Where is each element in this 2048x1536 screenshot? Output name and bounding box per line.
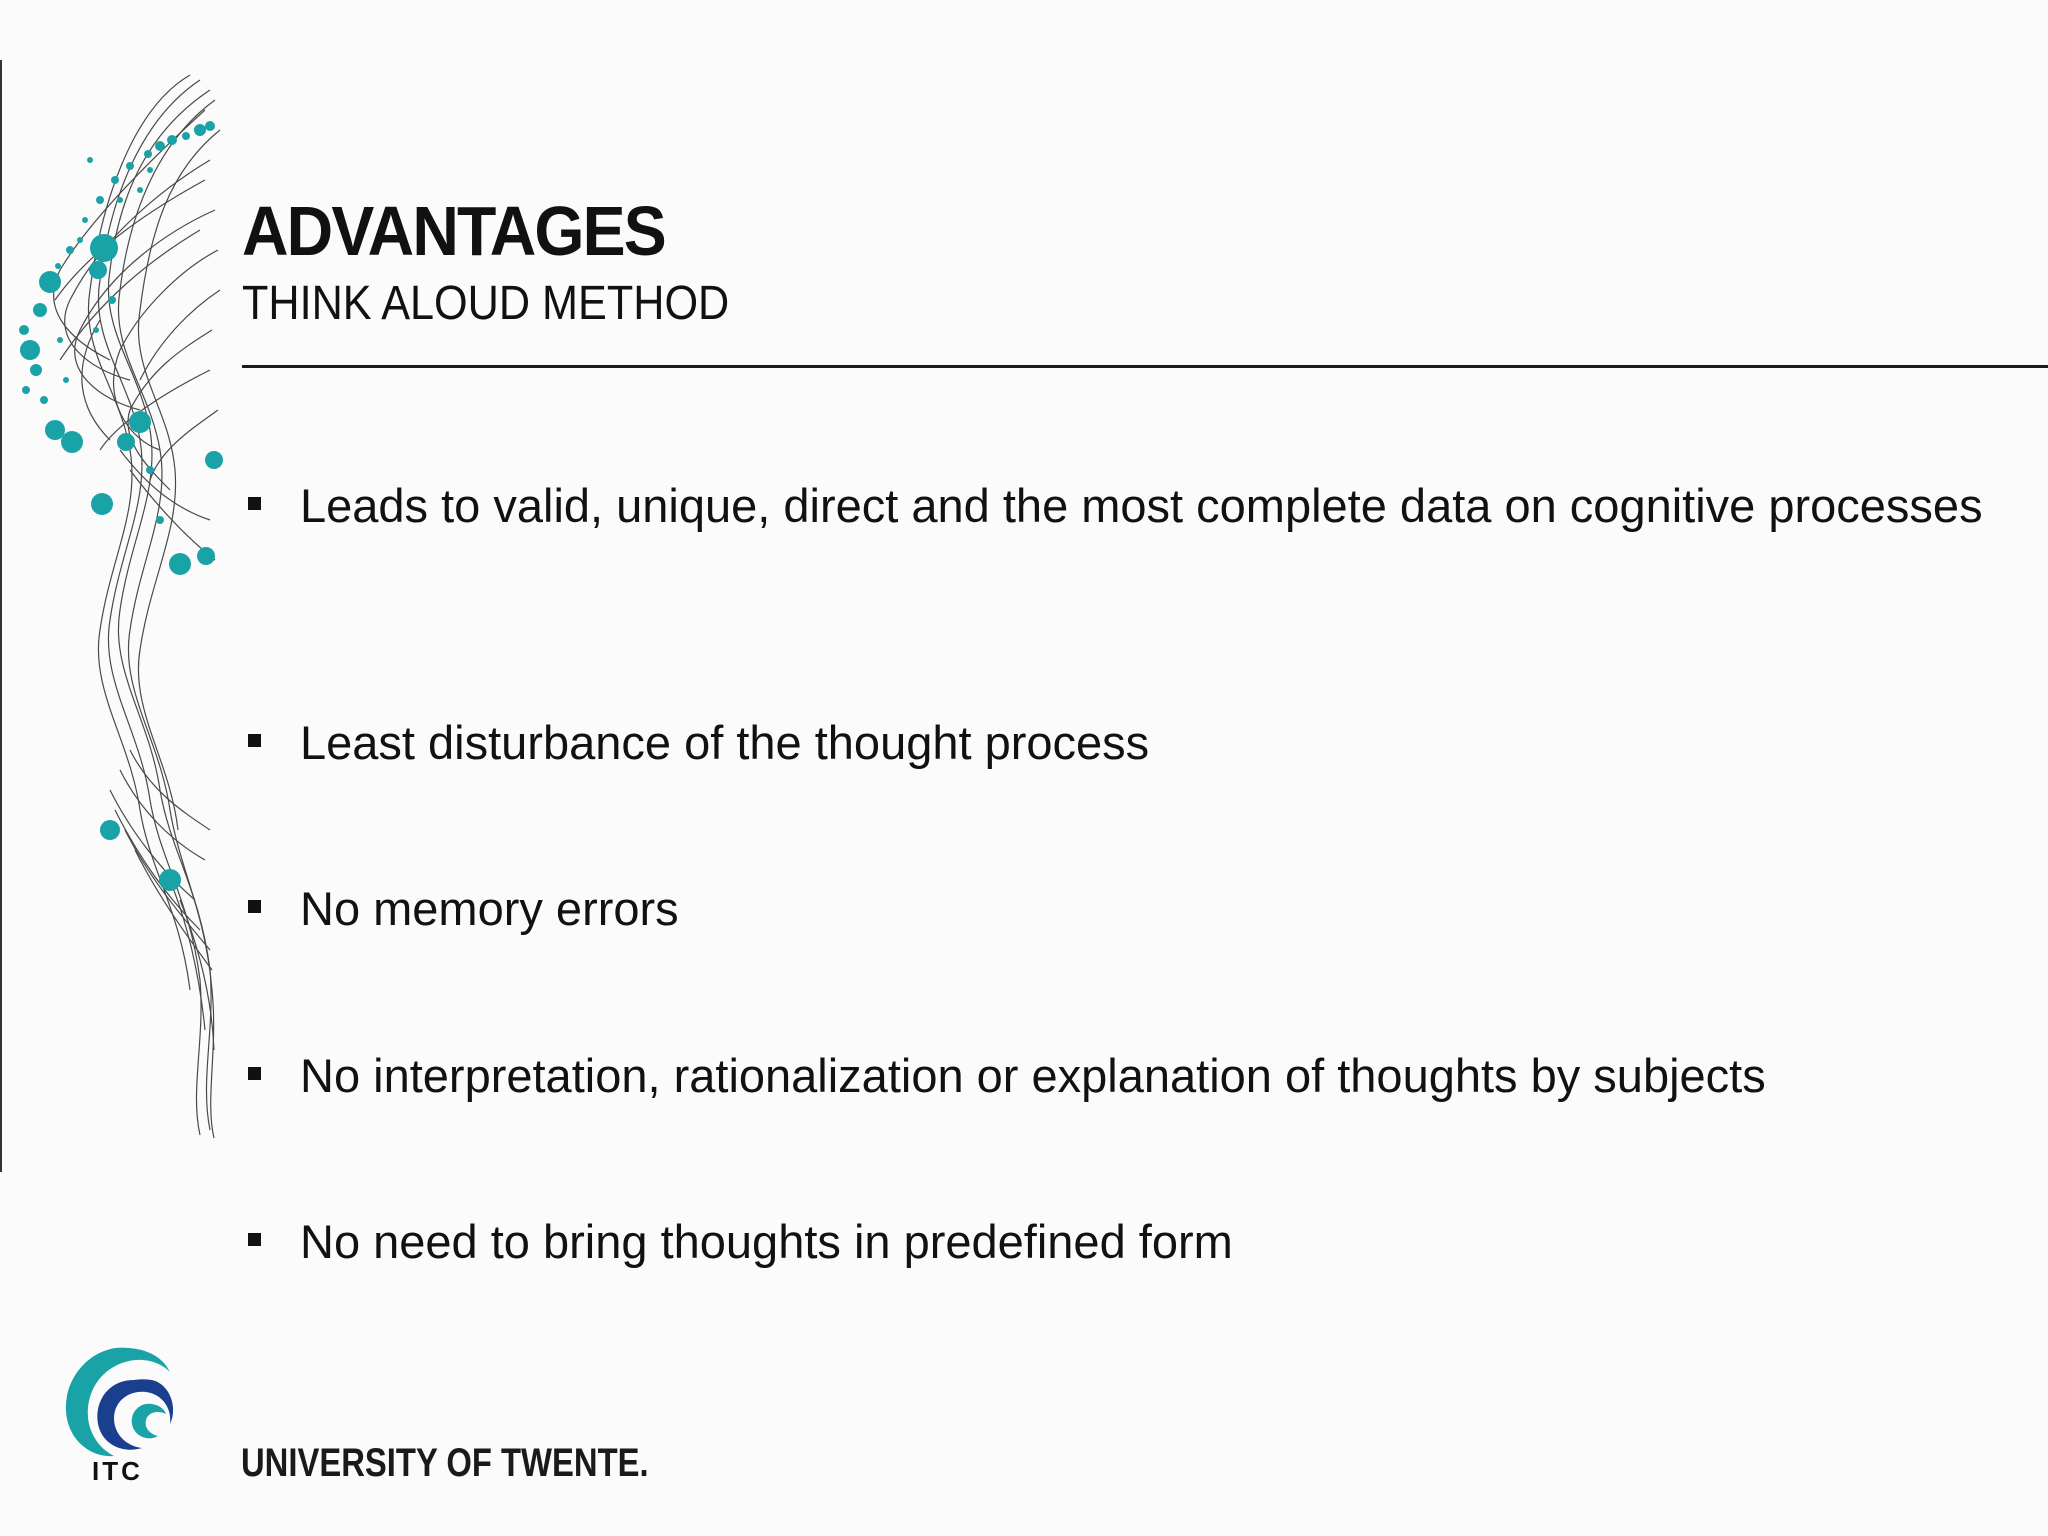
decorative-network-icon xyxy=(0,70,224,1140)
itc-logo-icon xyxy=(58,1340,188,1490)
header-divider xyxy=(242,365,2048,368)
logo-text: ITC xyxy=(92,1456,143,1486)
bullet-square-icon xyxy=(248,1233,261,1246)
bullet-square-icon xyxy=(248,734,261,747)
bullet-square-icon xyxy=(248,1067,261,1080)
bullet-text: No memory errors xyxy=(300,882,679,935)
bullet-text: Least disturbance of the thought process xyxy=(300,716,1150,769)
page-subtitle: THINK ALOUD METHOD xyxy=(242,277,730,330)
bullet-text: No need to bring thoughts in predefined form xyxy=(300,1215,1233,1268)
bullet-square-icon xyxy=(248,497,261,510)
bullet-text: No interpretation, rationalization or explanation of thoughts by subjects xyxy=(300,1049,1766,1102)
university-name: UNIVERSITY OF TWENTE. xyxy=(241,1441,649,1485)
bullet-square-icon xyxy=(248,900,261,913)
bullet-text: Leads to valid, unique, direct and the most complete data on cognitive processes xyxy=(300,479,1983,532)
page-title: ADVANTAGES xyxy=(242,192,665,270)
